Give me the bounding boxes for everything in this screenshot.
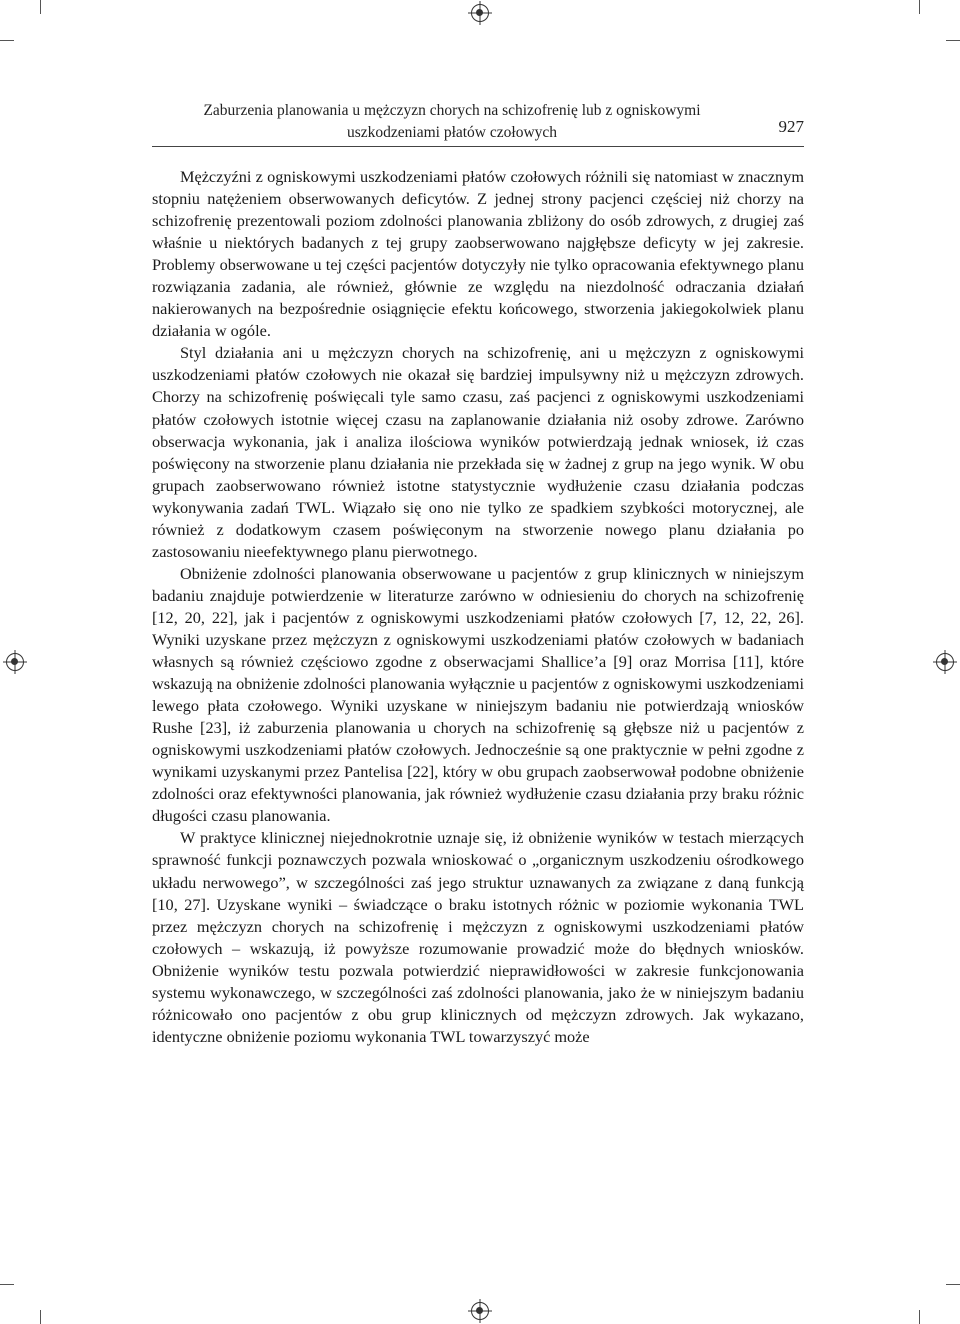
crop-mark-top-right-h (946, 40, 960, 41)
crop-mark-bottom-right-h (946, 1284, 960, 1285)
running-head-line-2: uszkodzeniami płatów czołowych (346, 124, 558, 141)
paragraph-3: Obniżenie zdolności planowania obserwowane u pacjentów z grup klinicznych w niniejszym badaniu znajduje potwierdzenie w literaturze zarówno w odniesieniu do chorych na schizofrenię [12, 20, 22], jak i pacjentów z ogniskowymi uszkodzeniami płatów czołowych [7, 12, 22, 26]. Wyniki uzyskane przez mężczyzn z ogniskowymi uszkodzeniami płatów czołowych w badaniach własnych są również częściowo zgodne z obserwacjami Shallice’a [9] oraz Morrisa [11], które wskazują na obniżenie zdolności planowania wyłącznie u pacjentów z ogniskowymi uszkodzeniami lewego płata czołowego. Wyniki uzyskane w niniejszym badaniu nie potwierdzają wniosków Rushe [23], iż zaburzenia planowania u chorych na schizofrenię są głębsze niż u pacjentów z ogniskowymi uszkodzeniami płatów czołowych. Jednocześnie są one praktycznie w pełni zgodne z wynikami uzyskanymi przez Pantelisa [22], który w obu grupach zaobserwował podobne obniżenie zdolności oraz efektywności planowania, jak również wydłużenie czasu działania przy braku różnic długości czasu planowania. (152, 563, 804, 826)
running-head-title (152, 100, 752, 144)
crop-mark-bottom-right (919, 1310, 920, 1324)
crop-mark-top-left-h (0, 40, 14, 41)
registration-mark-right-icon (936, 653, 954, 671)
registration-mark-bottom-icon (471, 1302, 489, 1320)
paragraph-4: W praktyce klinicznej niejednokrotnie uznaje się, iż obniżenie wyników w testach mierzących sprawność funkcji poznawczych pozwala wnioskować o „organicznym uszkodzeniu ośrodkowego układu nerwowego”, w szczególności zaś jego struktur uznawanych za związane z daną funkcją [10, 27]. Uzyskane wyniki – świadczące o braku istotnych różnic w poziomie wykonania TWL przez mężczyzn chorych na schizofrenię i mężczyzn z ogniskowymi uszkodzeniami płatów czołowych – wskazują, iż powyższe rozumowanie prowadzić może do błędnych wniosków. Obniżenie wyników testu pozwala potwierdzić nieprawidłowości w zakresie funkcjonowania systemu wykonawczego, w szczególności zaś zdolności planowania, jako że w niniejszym badaniu różnicowało ono pacjentów z obu grup klinicznych od mężczyzn zdrowych. Jak wykazano, identyczne obniżenie poziomu wykonania TWL towarzyszyć może (152, 828, 804, 1046)
crop-mark-bottom-left (40, 1310, 41, 1324)
paragraph-1: Mężczyźni z ogniskowymi uszkodzeniami płatów czołowych różnili się natomiast w znacznym stopniu natężeniem obserwowanych deficytów. Z jednej strony pacjenci częściej niż chorzy na schizofrenię prezentowali poziom zdolności planowania zbliżony do osób zdrowych, z drugiej zaś właśnie u niektórych badanych z tej grupy zaobserwowano najgłębsze deficyty w jej zakresie. Problemy obserwowane u tej części pacjentów dotyczyły nie tylko opracowania efektywnego planu rozwiązania zadania, ale również, głównie ze względu na niezdolność odraczania działań nakierowanych na bezpośrednie osiągnięcie efektu końcowego, stworzenia jakiegokolwiek planu działania w ogóle. (152, 167, 804, 341)
crop-mark-top-right (919, 0, 920, 14)
registration-mark-left-icon (6, 653, 24, 671)
registration-mark-top-icon (471, 4, 489, 22)
running-head-line-1: Zaburzenia planowania u mężczyzn chorych na schizofrenię lub z ogniskowymi (203, 102, 701, 119)
crop-mark-top-left (40, 0, 41, 14)
paragraph-2: Styl działania ani u mężczyzn chorych na schizofrenię, ani u mężczyzn z ogniskowymi uszkodzeniami płatów czołowych nie okazał się bardziej impulsywny niż u mężczyzn zdrowych. Chorzy na schizofrenię poświęcali tyle samo czasu, zaś pacjenci z ogniskowymi uszkodzeniami płatów czołowych istotnie więcej czasu na zaplanowanie działania niż osoby zdrowe. Zarówno obserwacja wykonania, jak i analiza ilościowa wyników potwierdzają jednak wniosek, iż czas poświęcony na stworzenie planu działania nie przekłada się w żadnej z grup na jego wynik. W obu grupach zaobserwowano również istotne statystycznie wydłużenie czasu działania podczas wykonywania zadań TWL. Wiązało się ono nie tylko ze spadkiem szybkości motorycznej, ale również z dodatkowym czasem poświęconym na stworzenie nowego planu działania po zastosowaniu nieefektywnego planu pierwotnego. (152, 343, 804, 561)
header-rule (152, 146, 804, 147)
page-number: 927 (778, 117, 804, 136)
crop-mark-bottom-left-h (0, 1284, 14, 1285)
body-text (152, 166, 804, 1048)
